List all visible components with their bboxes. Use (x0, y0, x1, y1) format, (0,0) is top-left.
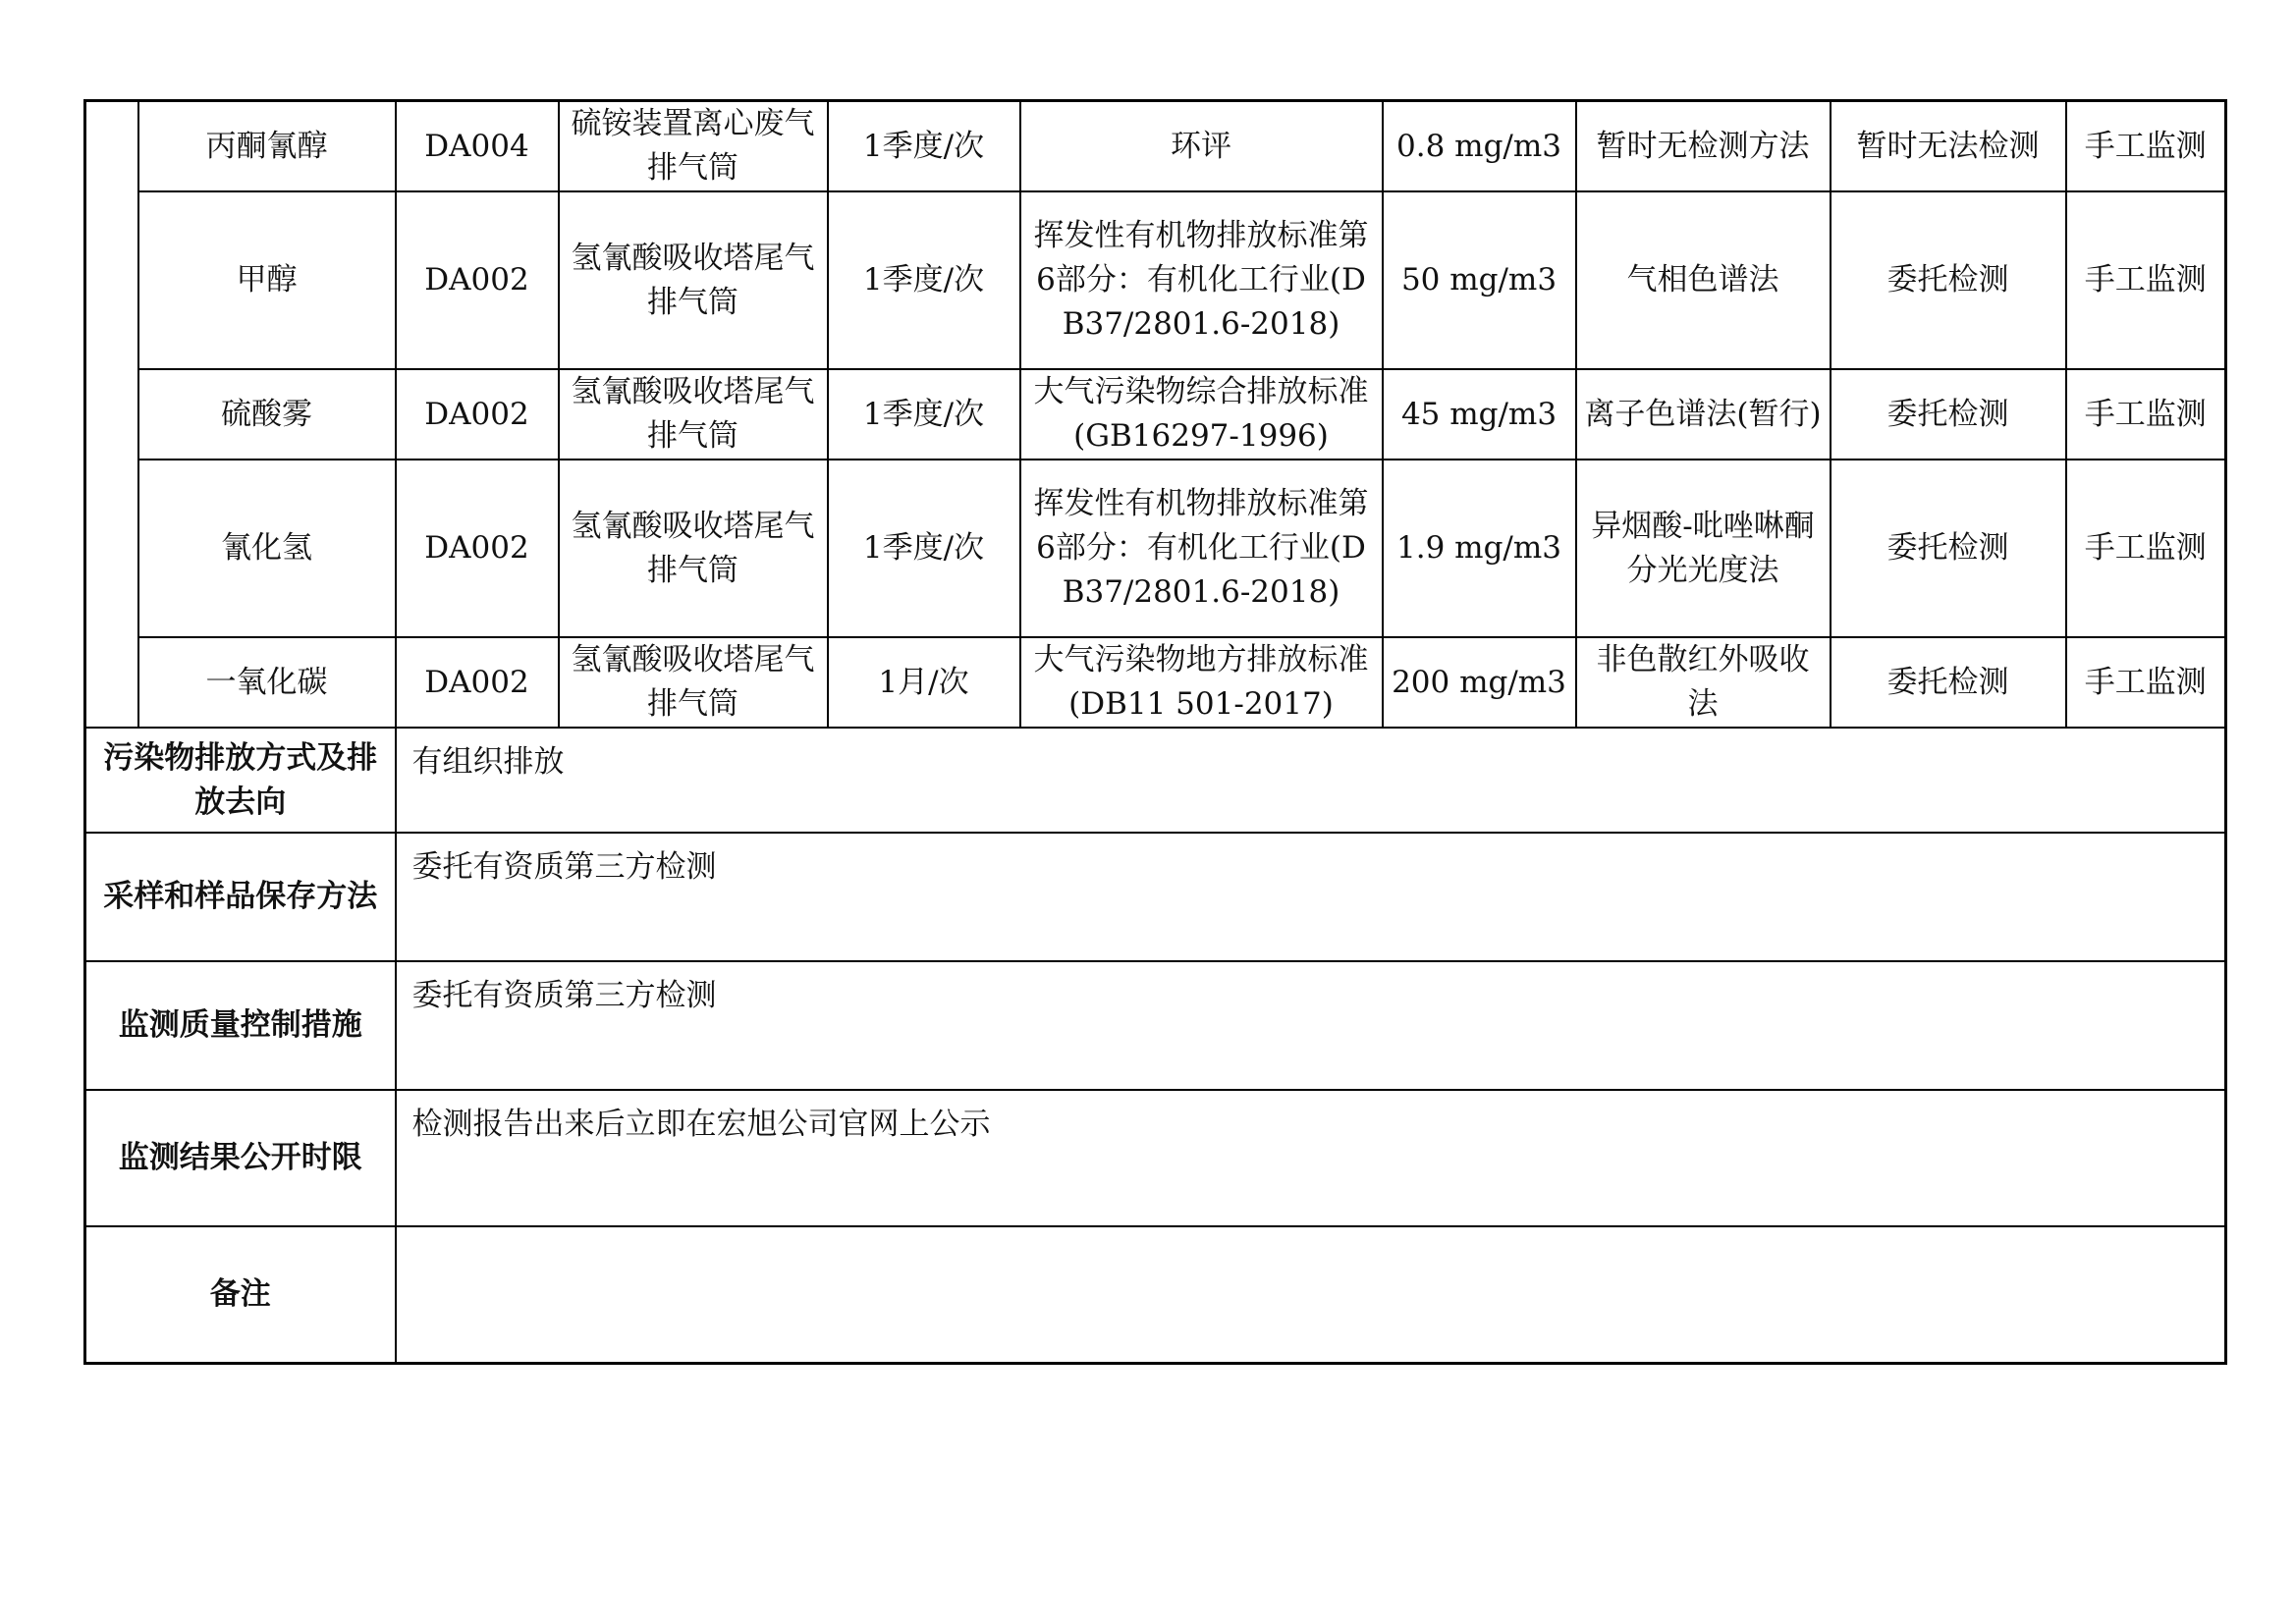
mode-cell: 委托检测 (1831, 191, 2066, 369)
frequency-cell: 1季度/次 (828, 460, 1020, 637)
method-cell: 气相色谱法 (1576, 191, 1831, 369)
limit-cell: 1.9 mg/m3 (1383, 460, 1576, 637)
quality-control-value: 委托有资质第三方检测 (396, 961, 2226, 1090)
table-row (85, 101, 2226, 192)
mode-cell: 委托检测 (1831, 460, 2066, 637)
limit-cell: 45 mg/m3 (1383, 369, 1576, 460)
outlet-code-cell: DA002 (396, 369, 559, 460)
sampling-label: 采样和样品保存方法 (85, 833, 396, 961)
pollutant-cell: 一氧化碳 (138, 637, 396, 728)
info-row-discharge (85, 728, 2226, 833)
limit-cell: 50 mg/m3 (1383, 191, 1576, 369)
method-cell: 异烟酸-吡唑啉酮分光光度法 (1576, 460, 1831, 637)
remarks-label: 备注 (85, 1226, 396, 1363)
type-cell: 手工监测 (2066, 101, 2226, 192)
mode-cell: 暂时无法检测 (1831, 101, 2066, 192)
table-row (85, 369, 2226, 460)
pollutant-cell: 丙酮氰醇 (138, 101, 396, 192)
limit-cell: 0.8 mg/m3 (1383, 101, 1576, 192)
method-cell: 非色散红外吸收法 (1576, 637, 1831, 728)
merged-category-cell (85, 101, 138, 729)
mode-cell: 委托检测 (1831, 637, 2066, 728)
type-cell: 手工监测 (2066, 369, 2226, 460)
outlet-code-cell: DA002 (396, 191, 559, 369)
limit-cell: 200 mg/m3 (1383, 637, 1576, 728)
quality-control-label: 监测质量控制措施 (85, 961, 396, 1090)
standard-cell: 挥发性有机物排放标准第6部分：有机化工行业(DB37/2801.6-2018) (1020, 191, 1383, 369)
table-row (85, 460, 2226, 637)
standard-cell: 环评 (1020, 101, 1383, 192)
standard-cell: 大气污染物地方排放标准(DB11 501-2017) (1020, 637, 1383, 728)
outlet-code-cell: DA004 (396, 101, 559, 192)
method-cell: 暂时无检测方法 (1576, 101, 1831, 192)
monitoring-table (83, 99, 2227, 1365)
remarks-value (396, 1226, 2226, 1363)
type-cell: 手工监测 (2066, 637, 2226, 728)
mode-cell: 委托检测 (1831, 369, 2066, 460)
info-row-quality-control (85, 961, 2226, 1090)
outlet-name-cell: 氢氰酸吸收塔尾气排气筒 (559, 369, 828, 460)
frequency-cell: 1季度/次 (828, 369, 1020, 460)
outlet-code-cell: DA002 (396, 460, 559, 637)
disclosure-value: 检测报告出来后立即在宏旭公司官网上公示 (396, 1090, 2226, 1226)
type-cell: 手工监测 (2066, 460, 2226, 637)
pollutant-cell: 硫酸雾 (138, 369, 396, 460)
info-row-sampling (85, 833, 2226, 961)
outlet-name-cell: 氢氰酸吸收塔尾气排气筒 (559, 191, 828, 369)
outlet-name-cell: 硫铵装置离心废气排气筒 (559, 101, 828, 192)
pollutant-cell: 氰化氢 (138, 460, 396, 637)
discharge-label: 污染物排放方式及排放去向 (85, 728, 396, 833)
outlet-name-cell: 氢氰酸吸收塔尾气排气筒 (559, 637, 828, 728)
standard-cell: 挥发性有机物排放标准第6部分：有机化工行业(DB37/2801.6-2018) (1020, 460, 1383, 637)
info-row-remarks (85, 1226, 2226, 1363)
pollutant-cell: 甲醇 (138, 191, 396, 369)
outlet-name-cell: 氢氰酸吸收塔尾气排气筒 (559, 460, 828, 637)
type-cell: 手工监测 (2066, 191, 2226, 369)
frequency-cell: 1季度/次 (828, 101, 1020, 192)
discharge-value: 有组织排放 (396, 728, 2226, 833)
info-row-disclosure (85, 1090, 2226, 1226)
outlet-code-cell: DA002 (396, 637, 559, 728)
disclosure-label: 监测结果公开时限 (85, 1090, 396, 1226)
table-row (85, 191, 2226, 369)
frequency-cell: 1季度/次 (828, 191, 1020, 369)
standard-cell: 大气污染物综合排放标准(GB16297-1996) (1020, 369, 1383, 460)
method-cell: 离子色谱法(暂行) (1576, 369, 1831, 460)
frequency-cell: 1月/次 (828, 637, 1020, 728)
sampling-value: 委托有资质第三方检测 (396, 833, 2226, 961)
table-row (85, 637, 2226, 728)
